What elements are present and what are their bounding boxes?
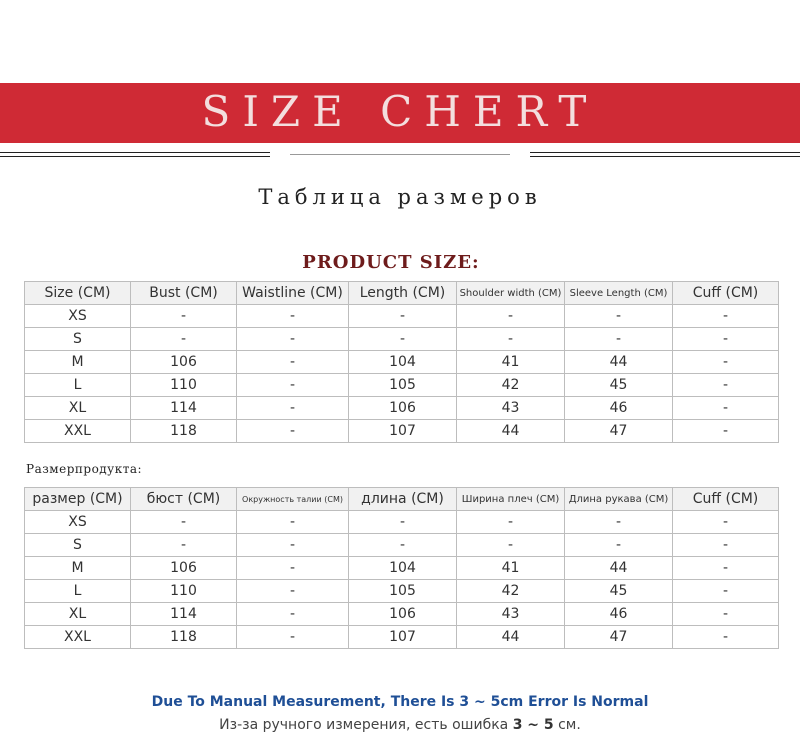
header-cell: длина (CM): [349, 488, 457, 511]
table-cell: 110: [131, 374, 237, 397]
table-cell: -: [673, 420, 779, 443]
table-cell: -: [237, 580, 349, 603]
table-cell: XL: [25, 603, 131, 626]
header-cell: Sleeve Length (CM): [565, 282, 673, 305]
table-cell: 107: [349, 420, 457, 443]
table-cell: M: [25, 351, 131, 374]
divider-left: [0, 152, 270, 153]
measurement-note-russian: [0, 717, 800, 733]
header-cell: Длина рукава (CM): [565, 488, 673, 511]
table-cell: -: [673, 580, 779, 603]
table-cell: 106: [131, 351, 237, 374]
table-cell: 47: [565, 626, 673, 649]
table-cell: 118: [131, 420, 237, 443]
russian-product-size-title: Размерпродукта:: [26, 462, 143, 476]
table-cell: -: [565, 328, 673, 351]
header-cell: Cuff (CM): [673, 488, 779, 511]
size-table-russian: [24, 487, 779, 649]
header-cell: бюст (CM): [131, 488, 237, 511]
table-cell: -: [457, 511, 565, 534]
table-cell: L: [25, 580, 131, 603]
table-cell: 118: [131, 626, 237, 649]
table-cell: XXL: [25, 626, 131, 649]
header-cell: Waistline (CM): [237, 282, 349, 305]
table-row: [25, 603, 779, 626]
table-cell: XL: [25, 397, 131, 420]
table-cell: 47: [565, 420, 673, 443]
table-cell: -: [673, 374, 779, 397]
table-cell: 107: [349, 626, 457, 649]
table-cell: 106: [131, 557, 237, 580]
note-ru-prefix: Из-за ручного измерения, есть ошибка: [219, 717, 509, 733]
table-cell: 45: [565, 374, 673, 397]
table-cell: 104: [349, 557, 457, 580]
table-row: [25, 305, 779, 328]
table-cell: -: [131, 328, 237, 351]
table-cell: 44: [565, 557, 673, 580]
table-cell: 44: [565, 351, 673, 374]
header-cell: Окружность талии (CM): [237, 488, 349, 511]
table-cell: -: [237, 603, 349, 626]
divider-left-2: [0, 156, 270, 157]
table-cell: XS: [25, 511, 131, 534]
table-cell: L: [25, 374, 131, 397]
table-cell: -: [457, 328, 565, 351]
header-cell: размер (CM): [25, 488, 131, 511]
table-cell: 114: [131, 603, 237, 626]
table-cell: 114: [131, 397, 237, 420]
table-cell: XXL: [25, 420, 131, 443]
table-cell: -: [131, 534, 237, 557]
table-cell: 104: [349, 351, 457, 374]
note-ru-range: 3 ~ 5: [512, 717, 554, 733]
table-cell: -: [457, 534, 565, 557]
table-row: [25, 351, 779, 374]
table-cell: -: [673, 351, 779, 374]
table-cell: -: [673, 534, 779, 557]
table-cell: -: [673, 603, 779, 626]
table-cell: 43: [457, 603, 565, 626]
table-cell: 110: [131, 580, 237, 603]
table-cell: -: [237, 420, 349, 443]
table-row: [25, 397, 779, 420]
table-cell: -: [565, 305, 673, 328]
table-cell: -: [131, 305, 237, 328]
note-ru-suffix: см.: [558, 717, 581, 733]
table-row: [25, 626, 779, 649]
table-row: [25, 534, 779, 557]
header-cell: Length (CM): [349, 282, 457, 305]
table-cell: -: [237, 397, 349, 420]
measurement-note-english: Due To Manual Measurement, There Is 3 ~ 5cm Error Is Normal: [151, 694, 649, 710]
table-cell: -: [673, 397, 779, 420]
table-row: [25, 511, 779, 534]
table-row: [25, 328, 779, 351]
header-cell: Size (CM): [25, 282, 131, 305]
size-table-english: [24, 281, 779, 443]
table-cell: 46: [565, 603, 673, 626]
table-cell: 45: [565, 580, 673, 603]
table-cell: 41: [457, 351, 565, 374]
table-cell: -: [237, 626, 349, 649]
table-cell: M: [25, 557, 131, 580]
header-cell: Cuff (CM): [673, 282, 779, 305]
divider-center: [290, 154, 510, 155]
table-row: [25, 580, 779, 603]
table-cell: -: [237, 511, 349, 534]
table-cell: 106: [349, 603, 457, 626]
table-cell: -: [237, 374, 349, 397]
table-cell: -: [237, 305, 349, 328]
table-cell: -: [237, 534, 349, 557]
table-cell: -: [237, 557, 349, 580]
divider-right-2: [530, 156, 800, 157]
table-cell: S: [25, 534, 131, 557]
table-cell: -: [237, 351, 349, 374]
table-cell: -: [673, 626, 779, 649]
table-row: [25, 557, 779, 580]
table-cell: -: [131, 511, 237, 534]
table-cell: -: [349, 511, 457, 534]
table-header-row: [25, 488, 779, 511]
table-cell: 46: [565, 397, 673, 420]
table-row: [25, 374, 779, 397]
divider-right: [530, 152, 800, 153]
table-cell: 43: [457, 397, 565, 420]
table-cell: S: [25, 328, 131, 351]
table-cell: -: [349, 534, 457, 557]
table-cell: -: [349, 328, 457, 351]
table-cell: -: [457, 305, 565, 328]
russian-subtitle: Таблица размеров: [258, 185, 542, 209]
table-cell: -: [565, 534, 673, 557]
table-row: [25, 420, 779, 443]
product-size-title: PRODUCT SIZE:: [302, 252, 480, 273]
table-cell: 44: [457, 420, 565, 443]
table-cell: 41: [457, 557, 565, 580]
table-cell: 105: [349, 580, 457, 603]
header-cell: Shoulder width (CM): [457, 282, 565, 305]
page-title: SIZE CHERT: [201, 87, 599, 136]
table-cell: -: [673, 305, 779, 328]
table-header-row: [25, 282, 779, 305]
table-cell: -: [673, 328, 779, 351]
table-cell: -: [673, 511, 779, 534]
table-cell: 105: [349, 374, 457, 397]
table-cell: -: [237, 328, 349, 351]
table-cell: 106: [349, 397, 457, 420]
table-cell: 44: [457, 626, 565, 649]
table-cell: 42: [457, 580, 565, 603]
table-cell: -: [565, 511, 673, 534]
table-cell: -: [349, 305, 457, 328]
table-cell: XS: [25, 305, 131, 328]
table-cell: 42: [457, 374, 565, 397]
table-cell: -: [673, 557, 779, 580]
header-cell: Bust (CM): [131, 282, 237, 305]
header-cell: Ширина плеч (CM): [457, 488, 565, 511]
